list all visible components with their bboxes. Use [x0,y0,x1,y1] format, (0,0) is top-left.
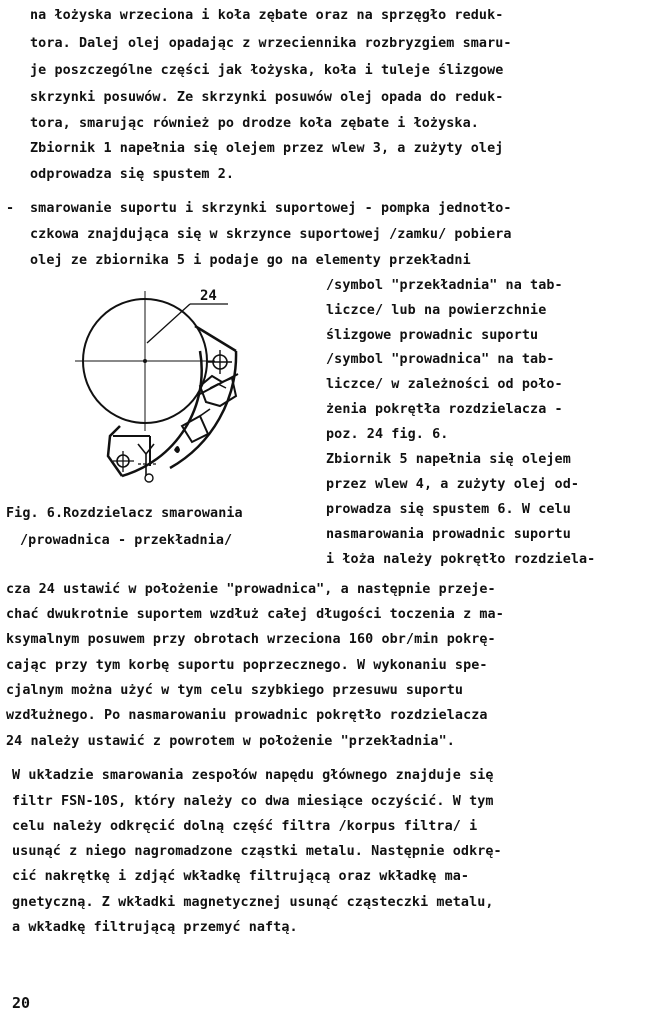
text-line: cza 24 ustawić w położenie "prowadnica", a następnie przeje- [6,582,496,597]
text-line: chać dwukrotnie suportem wzdłuż całej długości toczenia z ma- [6,607,504,622]
text-line: ślizgowe prowadnic suportu [326,328,539,343]
text-line: 24 należy ustawić z powrotem w położenie "przekładnia". [6,734,455,749]
text-line: cić nakrętkę i zdjąć wkładkę filtrującą oraz wkładkę ma- [12,869,470,884]
text-line: a wkładkę filtrującą przemyć naftą. [12,920,298,935]
bullet-dash: - [6,201,15,216]
text-line: żenia pokrętła rozdzielacza - [326,402,563,417]
text-line: smarowanie suportu i skrzynki suportowej - pompka jednotło- [30,201,512,216]
text-line: /symbol "prowadnica" na tab- [326,352,555,367]
text-line: celu należy odkręcić dolną część filtra /korpus filtra/ i [12,819,478,834]
figure-caption-sub: /prowadnica - przekładnia/ [20,533,233,548]
text-line: i łoża należy pokrętło rozdziela- [326,552,596,567]
text-line: liczce/ lub na powierzchnie [326,303,547,318]
text-line: cając przy tym korbę suportu poprzecznego. W wykonaniu spe- [6,658,488,673]
page-number: 20 [12,994,31,1012]
figure-label-24: 24 [200,288,217,304]
lubrication-distributor-figure [50,276,270,491]
text-line: czkowa znajdująca się w skrzynce suportowej /zamku/ pobiera [30,227,512,242]
text-line: filtr FSN-10S, który należy co dwa miesiące oczyścić. W tym [12,794,494,809]
text-line: prowadza się spustem 6. W celu [326,502,571,517]
text-line: Zbiornik 5 napełnia się olejem [326,452,571,467]
text-line: tora. Dalej olej opadając z wrzeciennika rozbryzgiem smaru- [30,36,512,51]
figure-caption: Fig. 6.Rozdzielacz smarowania [6,506,243,521]
text-line: ksymalnym posuwem przy obrotach wrzeciona 160 obr/min pokrę- [6,632,496,647]
text-line: olej ze zbiornika 5 i podaje go na elementy przekładni [30,253,471,268]
text-line: usunąć z niego nagromadzone cząstki metalu. Następnie odkrę- [12,844,502,859]
text-line: nasmarowania prowadnic suportu [326,527,571,542]
text-line: cjalnym można użyć w tym celu szybkiego przesuwu suportu [6,683,464,698]
text-line: poz. 24 fig. 6. [326,427,449,442]
text-line: przez wlew 4, a zużyty olej od- [326,477,580,492]
text-line: je poszczególne części jak łożyska, koła i tuleje ślizgowe [30,63,504,78]
text-line: odprowadza się spustem 2. [30,167,235,182]
text-line: /symbol "przekładnia" na tab- [326,278,563,293]
text-line: tora, smarując również po drodze koła zębate i łożyska. [30,116,479,131]
text-line: gnetyczną. Z wkładki magnetycznej usunąć cząsteczki metalu, [12,895,494,910]
text-line: W układzie smarowania zespołów napędu głównego znajduje się [12,768,494,783]
text-line: Zbiornik 1 napełnia się olejem przez wlew 3, a zużyty olej [30,141,504,156]
text-line: wzdłużnego. Po nasmarowaniu prowadnic pokrętło rozdzielacza [6,708,488,723]
text-line: skrzynki posuwów. Ze skrzynki posuwów olej opada do reduk- [30,90,504,105]
text-line: liczce/ w zależności od poło- [326,377,563,392]
text-line: na łożyska wrzeciona i koła zębate oraz na sprzęgło reduk- [30,8,504,23]
